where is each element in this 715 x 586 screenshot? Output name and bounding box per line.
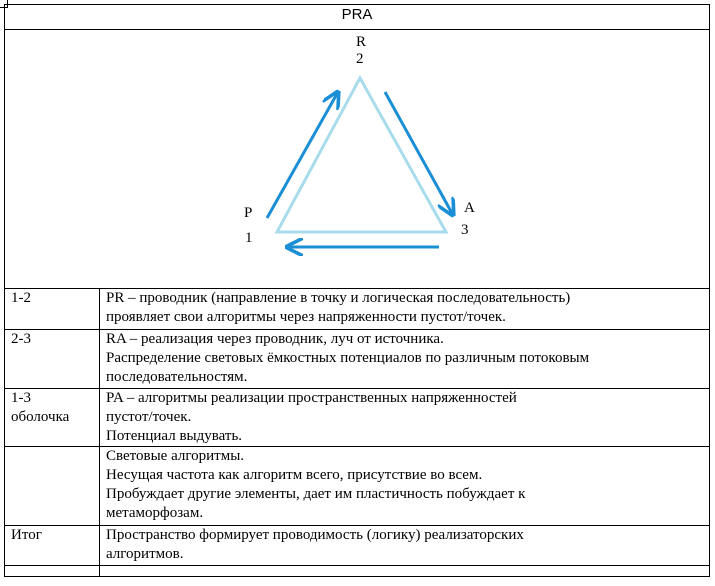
row-label xyxy=(5,330,100,389)
row-content xyxy=(100,389,710,447)
table-row xyxy=(5,526,710,566)
row-content-empty xyxy=(100,566,710,577)
row-content-line: Несущая частота как алгоритм всего, присутствие во всем. xyxy=(106,467,483,483)
row-content-line: PA – алгоритмы реализации пространственных напряженностей xyxy=(106,390,517,406)
pra-triangle-diagram xyxy=(11,30,715,288)
table-title: PRA xyxy=(5,5,710,30)
row-label-line: 2-3 xyxy=(11,331,31,347)
row-content xyxy=(100,447,710,526)
row-label-line: 1-3 xyxy=(11,390,31,406)
row-content-line: Световые алгоритмы. xyxy=(106,448,245,464)
table-row-empty xyxy=(5,566,710,577)
row-content-line: Пробуждает другие элементы, дает им пластичность побуждает к xyxy=(106,486,526,502)
row-label xyxy=(5,389,100,447)
vertex-p-number: 1 xyxy=(245,230,253,246)
row-content-line: Распределение световых ёмкостных потенциалов по различным потоковым xyxy=(106,350,590,366)
vertex-a-letter: A xyxy=(464,200,475,216)
row-content xyxy=(100,330,710,389)
row-content-line: RA – реализация через проводник, луч от источника. xyxy=(106,331,444,347)
vertex-p-letter: P xyxy=(244,205,253,221)
row-content-line: алгоритмов. xyxy=(106,546,184,562)
table-row xyxy=(5,447,710,526)
table-row xyxy=(5,389,710,447)
row-content-line: PR – проводник (направление в точку и логическая последовательность) xyxy=(106,290,571,306)
row-content-line: Пространство формирует проводимость (логику) реализаторских xyxy=(106,527,524,543)
row-label-empty xyxy=(5,566,100,577)
row-content-line: последовательностям. xyxy=(106,369,248,385)
row-label-line: оболочка xyxy=(11,409,70,425)
vertex-a-number: 3 xyxy=(461,222,469,238)
pra-table xyxy=(4,4,710,577)
arrow-1-2 xyxy=(267,92,338,218)
row-label xyxy=(5,526,100,566)
row-label-line: 1-2 xyxy=(11,290,31,306)
diagram-cell xyxy=(5,30,710,289)
arrow-2-3 xyxy=(385,92,453,215)
row-label xyxy=(5,289,100,330)
row-content xyxy=(100,289,710,330)
table-row xyxy=(5,330,710,389)
row-label-line: Итог xyxy=(11,527,42,543)
row-content-line: метаморфозам. xyxy=(106,505,204,521)
vertex-r-number: 2 xyxy=(356,51,364,67)
vertex-r-letter: R xyxy=(356,34,367,50)
row-content-line: пустот/точек. xyxy=(106,409,192,425)
row-content xyxy=(100,526,710,566)
row-label-empty xyxy=(5,447,100,526)
row-content-line: Потенциал выдувать. xyxy=(106,428,243,444)
row-content-line: проявляет свои алгоритмы через напряженности пустот/точек. xyxy=(106,309,506,325)
table-row xyxy=(5,289,710,330)
